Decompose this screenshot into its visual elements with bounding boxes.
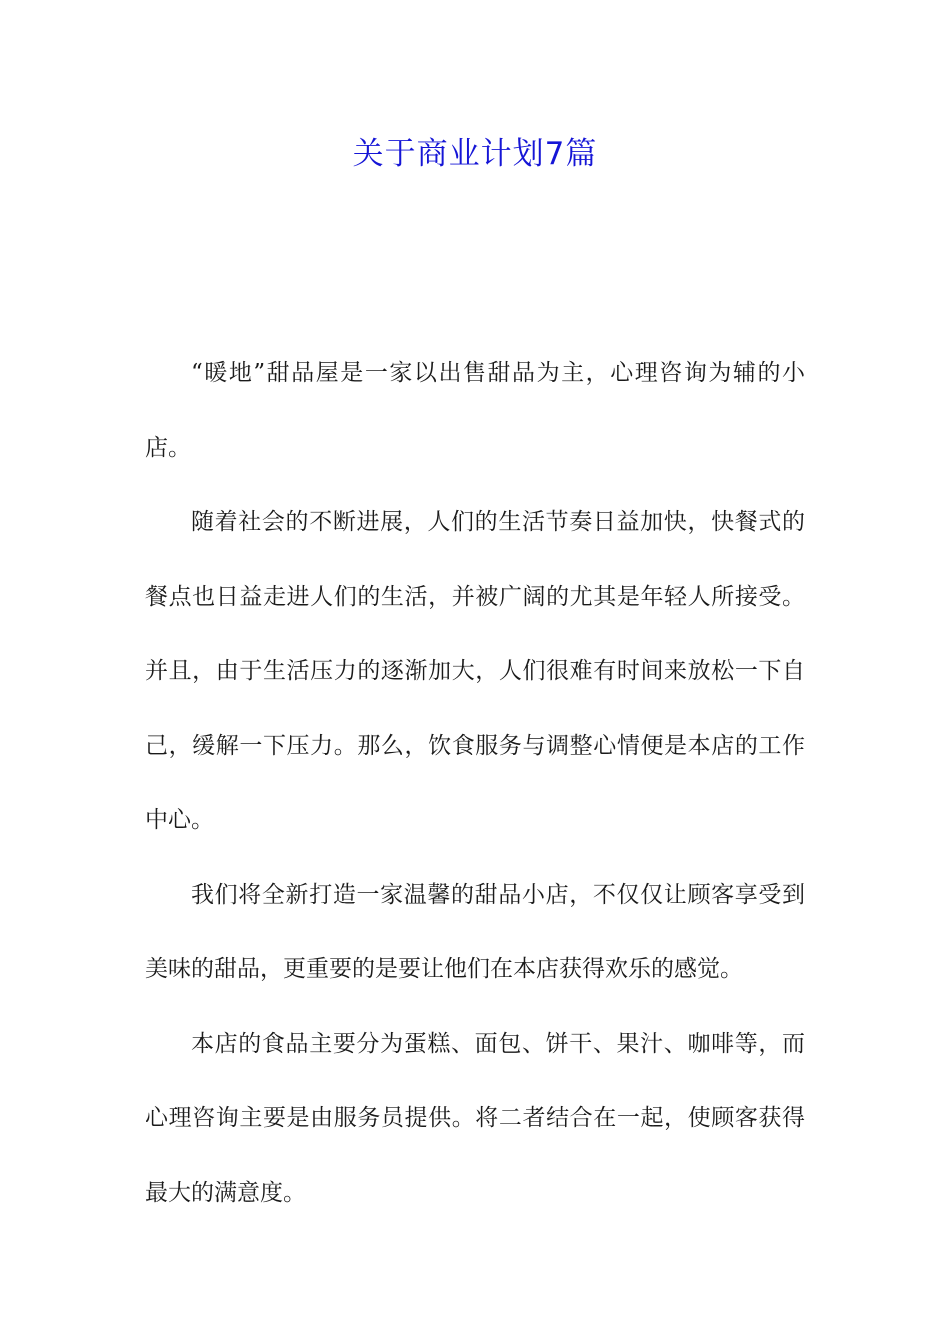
paragraph-intro: “暖地”甜品屋是一家以出售甜品为主，心理咨询为辅的小店。 [145, 360, 805, 461]
document-title: 关于商业计划7篇 [352, 136, 598, 172]
paragraph-vision: 我们将全新打造一家温馨的甜品小店，不仅仅让顾客享受到美味的甜品，更重要的是要让他们在本店获得欢乐的感觉。 [145, 881, 805, 982]
paragraph-background: 随着社会的不断进展，人们的生活节奏日益加快，快餐式的餐点也日益走进人们的生活，并被广阔的尤其是年轻人所接受。并且，由于生活压力的逐渐加大，人们很难有时间来放松一下自己，缓解一下压力。那么，饮食服务与调整心情便是本店的工作中心。 [145, 509, 805, 833]
document-body [145, 336, 805, 1230]
paragraph-products: 本店的食品主要分为蛋糕、面包、饼干、果汁、咖啡等，而心理咨询主要是由服务员提供。将二者结合在一起，使顾客获得最大的满意度。 [145, 1030, 805, 1206]
